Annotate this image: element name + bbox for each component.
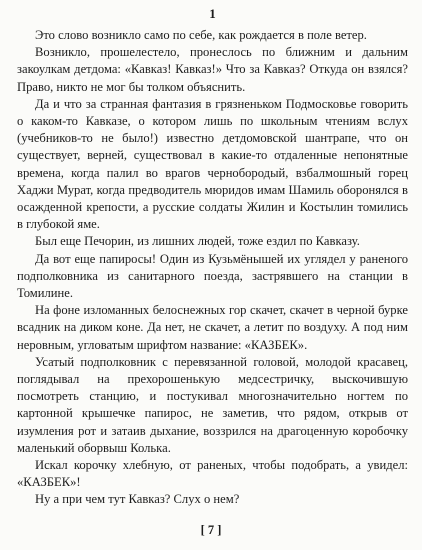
body-text bbox=[17, 27, 408, 509]
paragraph: Искал корочку хлебную, от раненых, чтобы подобрать, а увидел: «КАЗБЕК»! bbox=[17, 458, 408, 490]
chapter-number: 1 bbox=[209, 6, 216, 21]
paragraph: Это слово возникло само по себе, как рождается в поле ветер. bbox=[35, 28, 367, 42]
paragraph: Был еще Печорин, из лишних людей, тоже ездил по Кавказу. bbox=[35, 234, 360, 249]
paragraph: На фоне изломанных белоснежных гор скачет, скачет в черной бурке всадник на диком коне. Да нет, не скачет, а летит по воздуху. А под ним неровным, угловатым шрифтом название: «КАЗБЕК». bbox=[17, 303, 408, 352]
paragraph: Да и что за странная фантазия в грязненьком Подмосковье говорить о каком-то Кавказе, о котором лишь по школьным чтениям вслух (учебников-то не было!) известно детдомовской шантрапе, что он существует, верней, существовал в какие-то отдаленные непонятные времена, когда палил во врагов чернобородый, взбалмошный горец Хаджи Мурат, когда предводитель мюридов имам Шамиль оборонялся в осажденной крепости, а русские солдаты Жилин и Костылин томились в глубокой яме. bbox=[17, 96, 408, 232]
paragraph: Ну а при чем тут Кавказ? Слух о нем? bbox=[35, 492, 240, 507]
paragraph: Усатый подполковник с перевязанной головой, молодой красавец, поглядывал на прехорошенькую медсестричку, выскочившую посмотреть станцию, и постукивал многозначительно ногтем по картонной крышечке папирос, не заметив, что рядом, открыв от изумления рот и затаив дыхание, воззрился на драгоценную коробочку маленький оборвыш Колька. bbox=[17, 354, 408, 455]
paragraph: Да вот еще папиросы! Один из Кузьмёнышей их углядел у раненого подполковника из санитарного поезда, застрявшего на станции в Томилине. bbox=[17, 251, 408, 301]
page-number: [ 7 ] bbox=[200, 523, 222, 537]
paragraph: Возникло, прошелестело, пронеслось по ближним и дальним закоулкам детдома: «Кавказ! Кавказ!» Что за Кавказ? Откуда он взялся? Право, никто не мог бы толком объяснить. bbox=[17, 45, 408, 94]
